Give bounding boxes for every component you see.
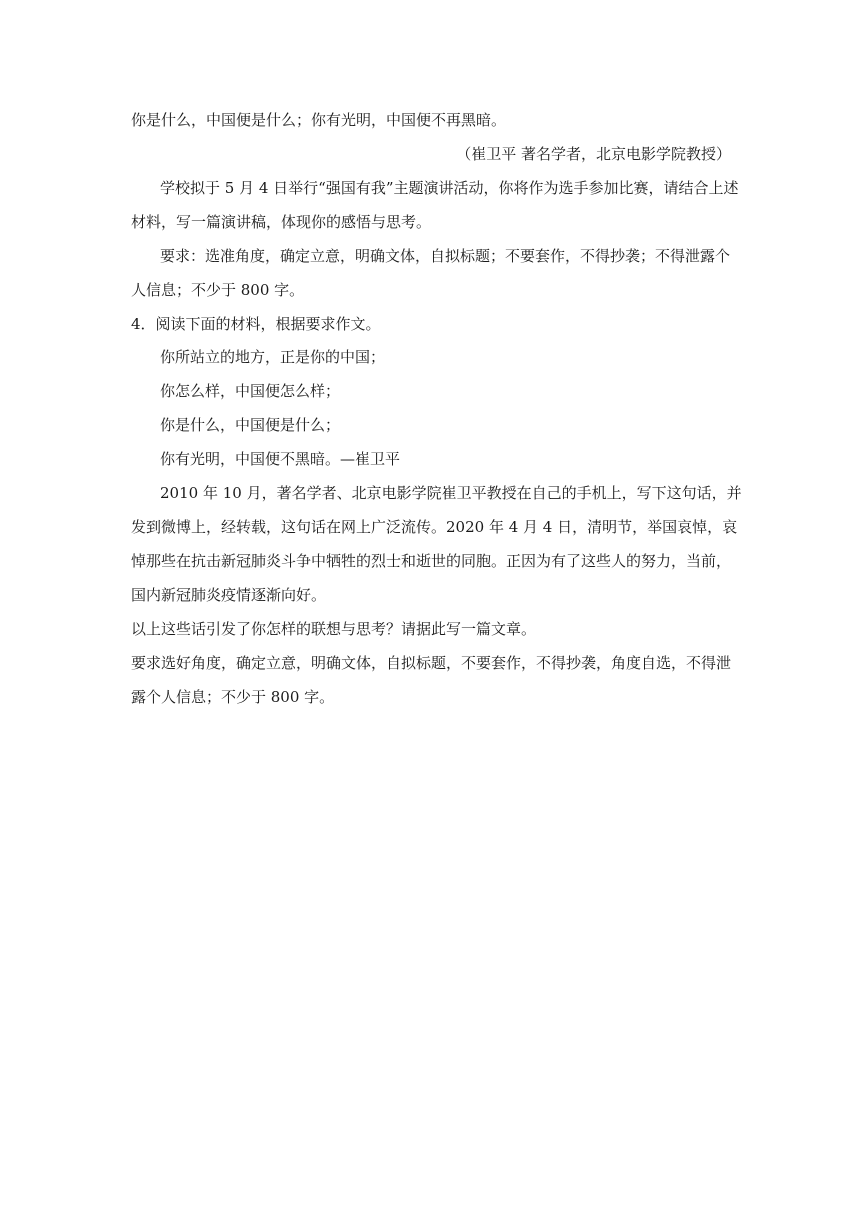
- text-line: 2010 年 10 月，著名学者、北京电影学院崔卫平教授在自己的手机上，写下这句话，并: [160, 484, 742, 502]
- quote-line: 你是什么，中国便是什么；: [160, 416, 341, 434]
- text-line: 学校拟于 5 月 4 日举行“强国有我”主题演讲活动，你将作为选手参加比赛，请结合上述: [160, 179, 739, 197]
- text-line: 以上这些话引发了你怎样的联想与思考？请据此写一篇文章。: [131, 620, 537, 638]
- quote-line: 你怎么样，中国便怎么样；: [160, 382, 341, 400]
- text-line: 悼那些在抗击新冠肺炎斗争中牺牲的烈士和逝世的同胞。正因为有了这些人的努力，当前，: [131, 552, 732, 570]
- text-line: 材料，写一篇演讲稿，体现你的感悟与思考。: [131, 213, 432, 231]
- quote-line: 你所站立的地方，正是你的中国；: [160, 348, 386, 366]
- text-line: 你是什么，中国便是什么；你有光明，中国便不再黑暗。: [131, 111, 507, 129]
- requirement-line: 露个人信息；不少于 800 字。: [131, 688, 335, 706]
- requirement-line: 要求：选准角度，确定立意，明确文体，自拟标题；不要套作，不得抄袭；不得泄露个: [160, 247, 731, 265]
- requirement-line: 要求选好角度，确定立意，明确文体，自拟标题，不要套作，不得抄袭，角度自选，不得泄: [131, 654, 732, 672]
- requirement-line: 人信息；不少于 800 字。: [131, 281, 305, 299]
- quote-line: 你有光明，中国便不黑暗。—崔卫平: [160, 450, 401, 468]
- text-line: 发到微博上，经转载，这句话在网上广泛流传。2020 年 4 月 4 日，清明节，举国哀悼，哀: [131, 518, 738, 536]
- text-line: 国内新冠肺炎疫情逐渐向好。: [131, 586, 327, 604]
- question-heading: 4．阅读下面的材料，根据要求作文。: [131, 315, 381, 333]
- attribution-line: （崔卫平 著名学者，北京电影学院教授）: [456, 145, 731, 163]
